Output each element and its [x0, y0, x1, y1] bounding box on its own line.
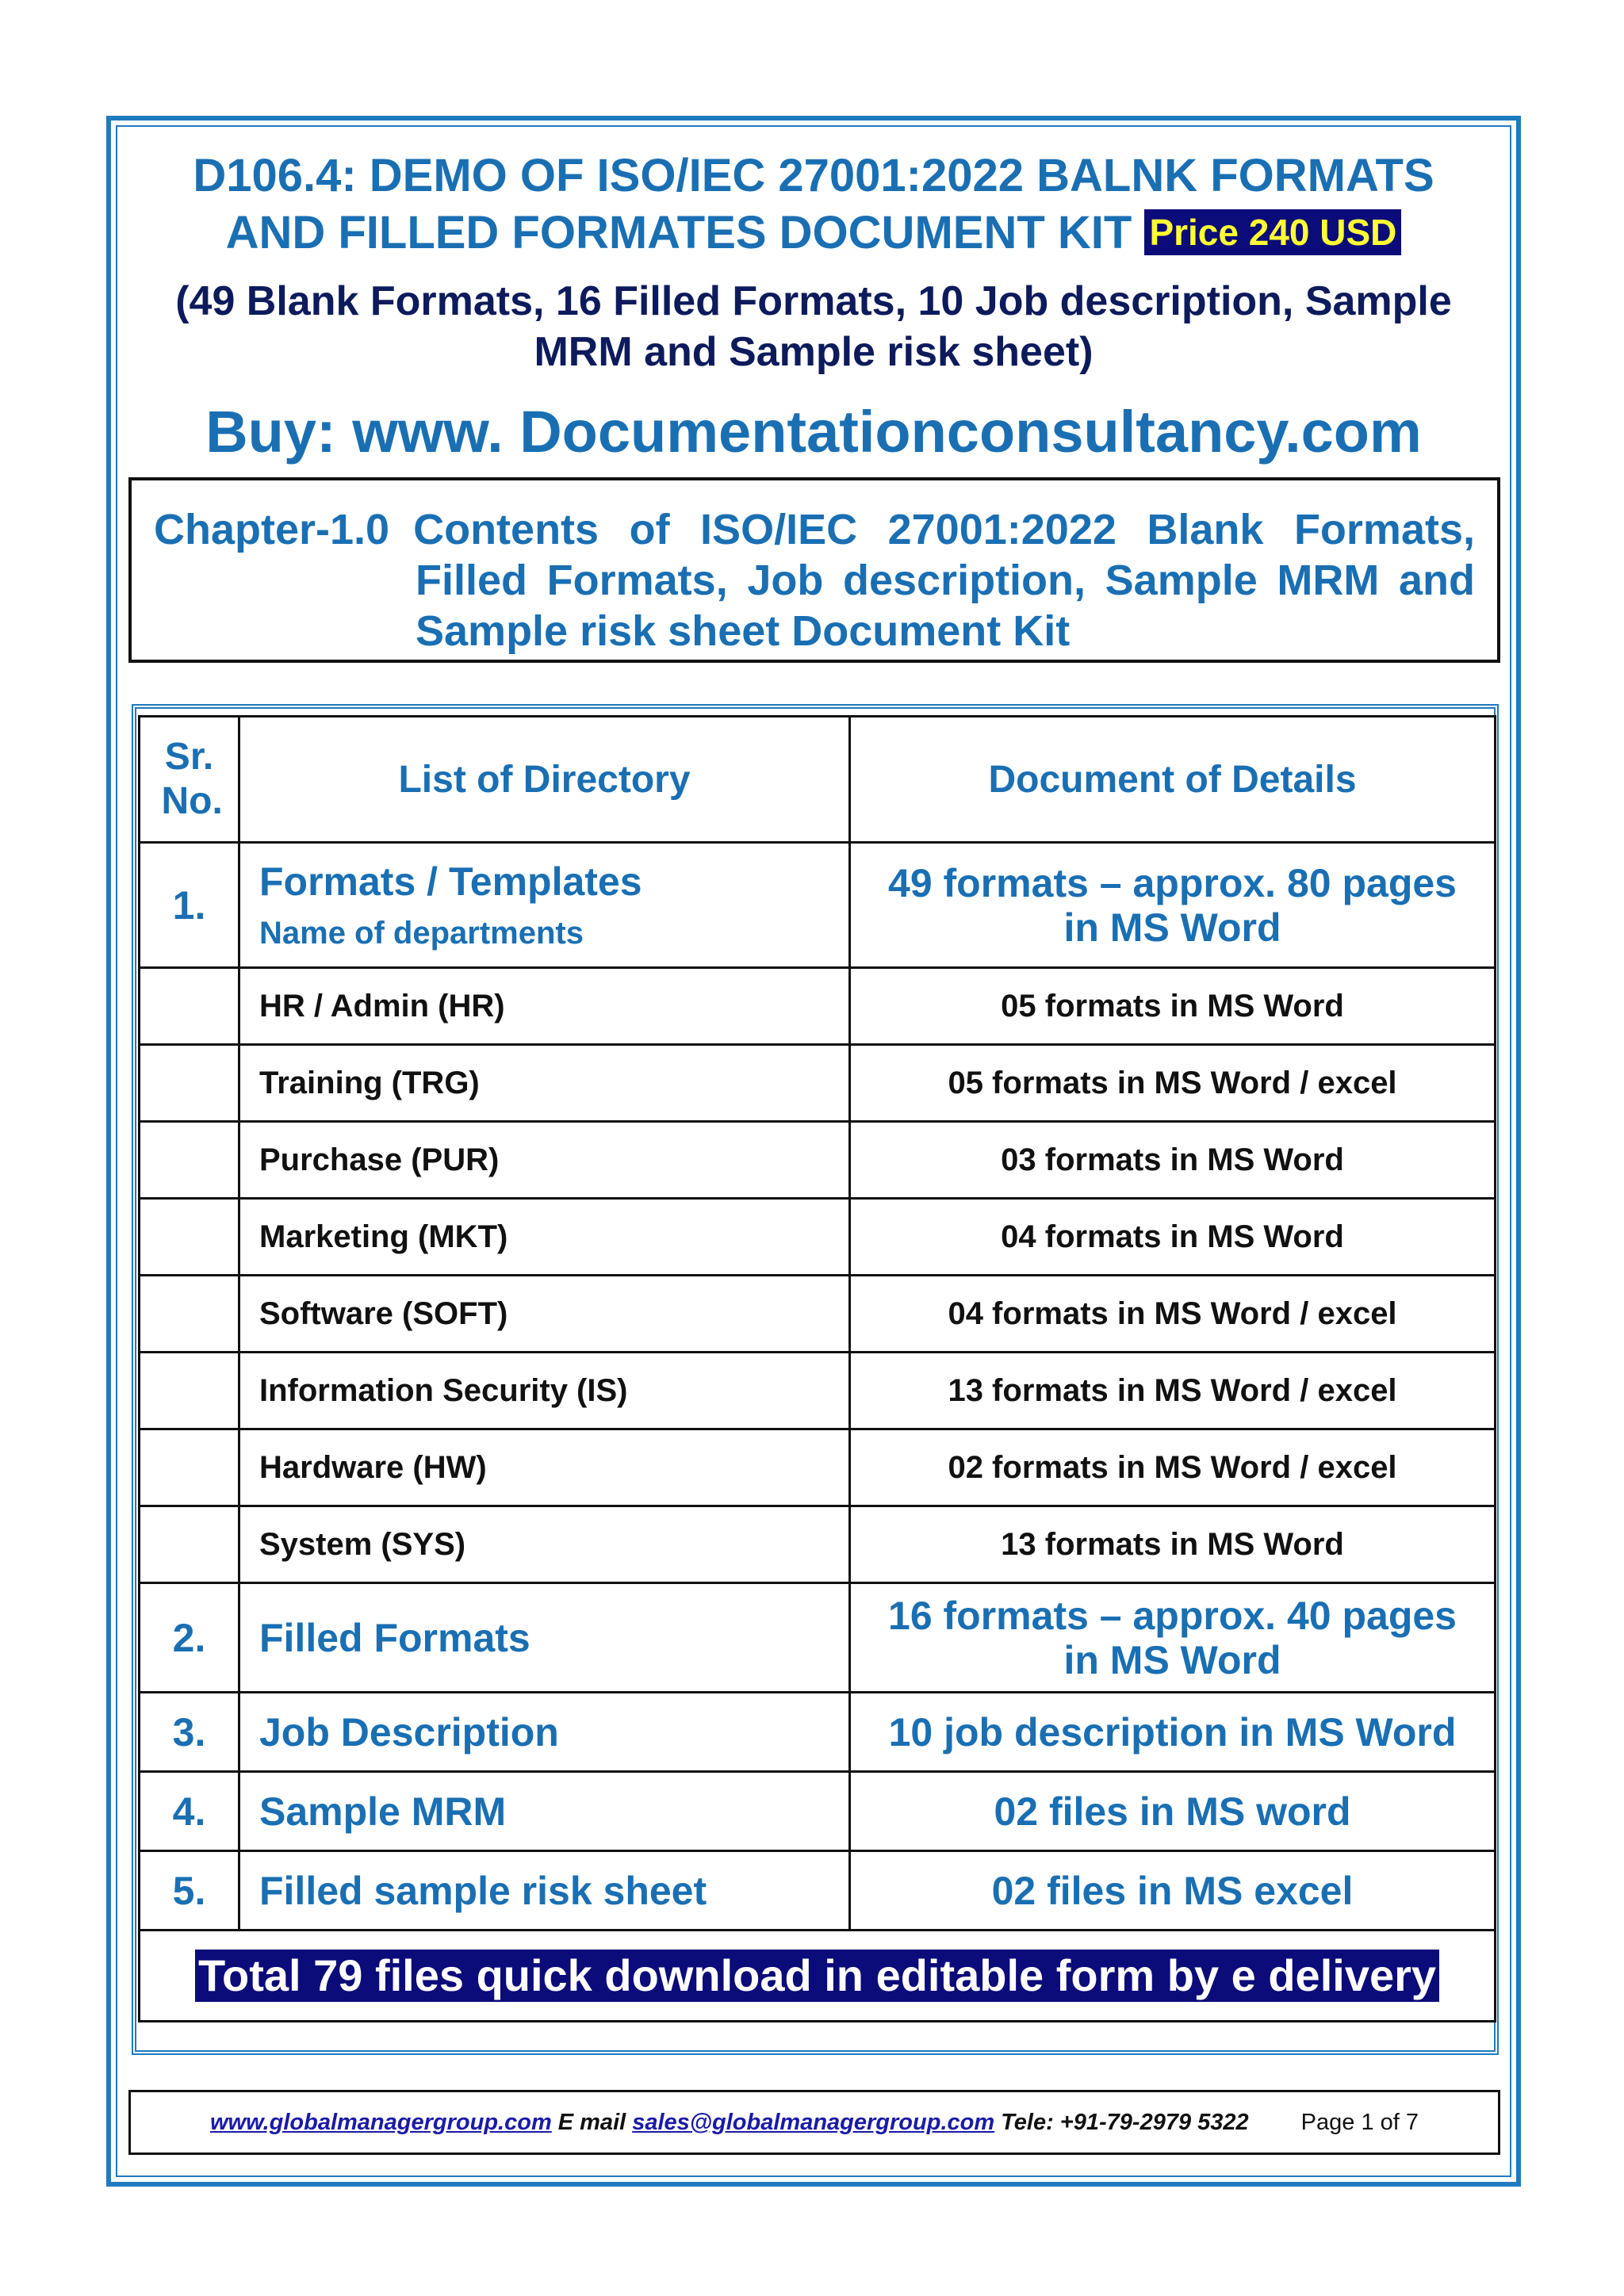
row-sr: 2.: [140, 1583, 239, 1693]
row-directory: Job Description: [239, 1693, 850, 1772]
chapter-number: Chapter-1.0: [154, 506, 390, 553]
department-details: 02 formats in MS Word / excel: [850, 1429, 1496, 1506]
table-total-row: [140, 1931, 1496, 2022]
department-name: Information Security (IS): [239, 1353, 850, 1429]
row-sr: 1.: [140, 843, 239, 968]
price-badge: Price 240 USD: [1144, 209, 1401, 255]
department-details: 04 formats in MS Word: [850, 1199, 1496, 1276]
chapter-title-line1: Contents of ISO/IEC 27001:2022 Blank Formats,: [413, 506, 1475, 553]
table-row-section-1: [140, 843, 1496, 968]
department-details: 05 formats in MS Word: [850, 968, 1496, 1045]
row-details: 02 files in MS word: [850, 1772, 1496, 1851]
table-row-section-5: [140, 1851, 1496, 1931]
footer-email-label: E mail: [557, 2109, 626, 2135]
table-row: [140, 1506, 1496, 1583]
department-details: 05 formats in MS Word / excel: [850, 1045, 1496, 1122]
row-details: 10 job description in MS Word: [850, 1693, 1496, 1772]
department-details: 03 formats in MS Word: [850, 1122, 1496, 1199]
department-name: HR / Admin (HR): [239, 968, 850, 1045]
table-row: [140, 1199, 1496, 1276]
chapter-title-rest: Filled Formats, Job description, Sample MRM and Sample risk sheet Document Kit: [416, 557, 1475, 655]
table-row: [140, 968, 1496, 1045]
row-details: 49 formats – approx. 80 pages in MS Word: [850, 843, 1496, 968]
department-name: Hardware (HW): [239, 1429, 850, 1506]
section-subtitle: Name of departments: [259, 916, 584, 951]
department-name: Purchase (PUR): [239, 1122, 850, 1199]
row-directory: Filled sample risk sheet: [239, 1851, 850, 1931]
title-block: [119, 147, 1508, 468]
header-directory: List of Directory: [239, 717, 850, 843]
department-name: System (SYS): [239, 1506, 850, 1583]
department-name: Training (TRG): [239, 1045, 850, 1122]
department-details: 13 formats in MS Word / excel: [850, 1353, 1496, 1429]
row-sr: 5.: [140, 1851, 239, 1931]
footer-tele: Tele: +91-79-2979 5322: [1001, 2109, 1249, 2135]
footer-website-link[interactable]: www.globalmanagergroup.com: [209, 2109, 552, 2135]
row-details: 16 formats – approx. 40 pages in MS Word: [850, 1583, 1496, 1693]
chapter-heading-box: [128, 477, 1500, 663]
row-sr: 3.: [140, 1693, 239, 1772]
footer-page-number: Page 1 of 7: [1300, 2109, 1419, 2135]
buy-link[interactable]: Buy: www. Documentationconsultancy.com: [205, 399, 1422, 465]
footer-email-link[interactable]: sales@globalmanagergroup.com: [632, 2109, 995, 2135]
department-name: Software (SOFT): [239, 1276, 850, 1353]
row-directory: [239, 843, 850, 968]
contents-table: [138, 715, 1496, 2022]
title-line-2: AND FILLED FORMATES DOCUMENT KIT: [225, 207, 1132, 258]
row-details: 02 files in MS excel: [850, 1851, 1496, 1931]
total-banner: Total 79 files quick download in editable form by e delivery: [195, 1950, 1439, 2002]
document-title: [119, 147, 1508, 262]
header-sr-no: Sr. No.: [140, 717, 239, 843]
table-row: [140, 1122, 1496, 1199]
table-row-section-2: [140, 1583, 1496, 1693]
department-details: 04 formats in MS Word / excel: [850, 1276, 1496, 1353]
table-row: [140, 1353, 1496, 1429]
page-footer: [128, 2090, 1500, 2155]
document-subtitle: (49 Blank Formats, 16 Filled Formats, 10 Job description, Sample MRM and Sample risk sheet): [175, 278, 1452, 375]
row-sr: 4.: [140, 1772, 239, 1851]
table-row: [140, 1429, 1496, 1506]
row-directory: Sample MRM: [239, 1772, 850, 1851]
table-row: [140, 1276, 1496, 1353]
department-details: 13 formats in MS Word: [850, 1506, 1496, 1583]
section-title: Formats / Templates: [259, 859, 642, 904]
department-name: Marketing (MKT): [239, 1199, 850, 1276]
table-row-section-4: [140, 1772, 1496, 1851]
table-row-section-3: [140, 1693, 1496, 1772]
title-line-1: D106.4: DEMO OF ISO/IEC 27001:2022 BALNK FORMATS: [193, 150, 1434, 201]
row-directory: Filled Formats: [239, 1583, 850, 1693]
table-row: [140, 1045, 1496, 1122]
table-header-row: [140, 717, 1496, 843]
header-details: Document of Details: [850, 717, 1496, 843]
